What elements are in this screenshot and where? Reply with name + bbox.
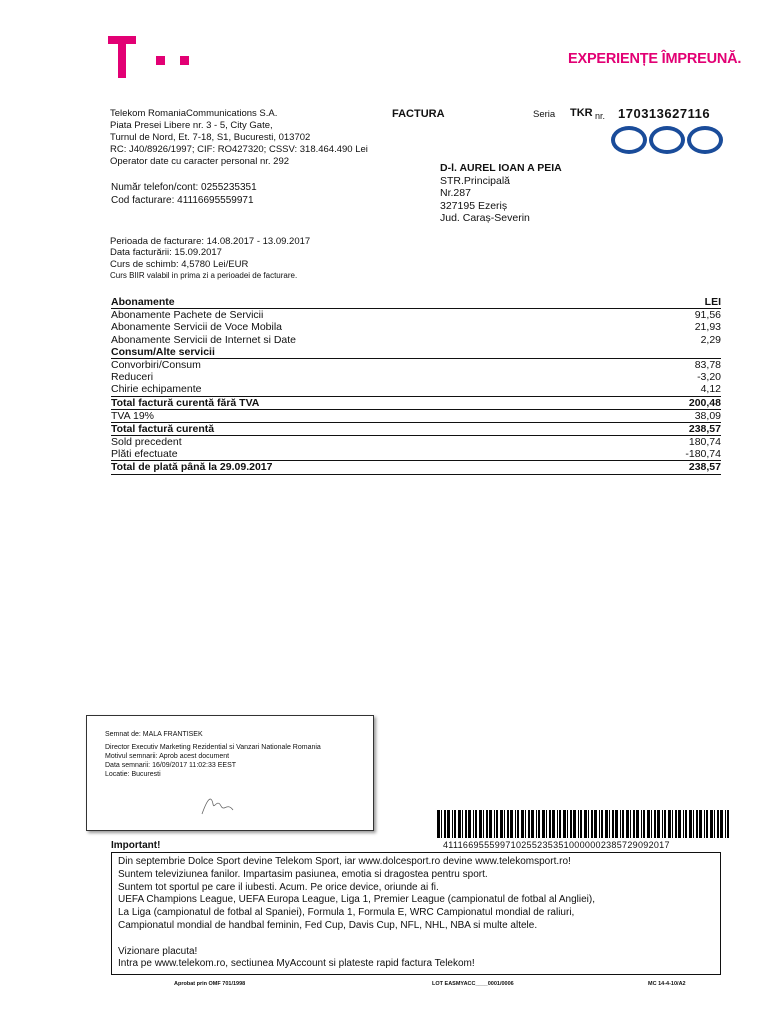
- amount-due-row: [111, 461, 721, 474]
- barcode-bar: [594, 810, 597, 838]
- barcode-bar: [612, 810, 614, 838]
- barcode-bar: [717, 810, 719, 838]
- table-row: [111, 359, 721, 371]
- barcode-bar: [559, 810, 561, 838]
- barcode-bar: [580, 810, 582, 838]
- period-line: Perioada de facturare: 14.08.2017 - 13.09.2017: [110, 236, 311, 247]
- row-label: Abonamente Pachete de Servicii: [111, 309, 264, 322]
- exchange-rate-note: Curs BIIR valabil in prima zi a perioadei de facturare.: [110, 270, 298, 280]
- digital-signature-box: [86, 715, 374, 831]
- slogan: EXPERIENȚE ÎMPREUNĂ.: [568, 51, 742, 67]
- barcode-bar: [521, 810, 524, 838]
- address-line: STR.Principală: [440, 174, 511, 187]
- barcode-bar: [609, 810, 610, 838]
- barcode-bar: [525, 810, 526, 838]
- charges-table: [111, 296, 721, 475]
- row-label: Abonamente Servicii de Voce Mobila: [111, 321, 283, 334]
- signature-line: Locatie: Bucuresti: [105, 771, 161, 778]
- barcode-bar: [458, 810, 461, 838]
- barcode-bar: [447, 810, 450, 838]
- row-value: 21,93: [694, 321, 721, 334]
- footer-approval: Aprobat prin OMF 701/1998: [174, 981, 246, 987]
- billing-code: Cod facturare: 41116695559971: [111, 194, 254, 206]
- barcode-bar: [486, 810, 488, 838]
- notice-line: UEFA Champions League, UEFA Europa League, Liga 1, Premier League (campionatul de fotbal al Angliei),: [118, 894, 595, 906]
- barcode-bar: [444, 810, 446, 838]
- barcode-bar: [657, 810, 660, 838]
- certification-icon: [687, 126, 723, 154]
- barcode-bar: [678, 810, 681, 838]
- logo-dot-2: [180, 56, 189, 65]
- barcode-bar: [573, 810, 576, 838]
- row-label: Sold precedent: [111, 436, 182, 449]
- barcode-bar: [557, 810, 558, 838]
- signature-line: Data semnarii: 16/09/2017 11:02:33 EEST: [105, 762, 237, 769]
- row-value: 200,48: [688, 396, 721, 409]
- barcode-bar: [672, 810, 673, 838]
- billing-period: [110, 236, 310, 281]
- barcode-bar: [699, 810, 702, 838]
- row-value: 83,78: [694, 358, 721, 371]
- barcode-bar: [528, 810, 530, 838]
- period-line: Data facturării: 15.09.2017: [110, 247, 222, 259]
- table-row: [111, 321, 721, 333]
- signature-line: Director Executiv Marketing Rezidential si Vanzari Nationale Romania: [105, 744, 321, 751]
- barcode-bar: [636, 810, 639, 838]
- barcode-bar: [546, 810, 547, 838]
- section-header: [111, 346, 721, 359]
- barcode-bar: [641, 810, 642, 838]
- company-line: Operator date cu caracter personal nr. 292: [110, 156, 290, 167]
- barcode-bar: [633, 810, 635, 838]
- invoice-title: FACTURA: [392, 108, 445, 120]
- barcode-bar: [496, 810, 498, 838]
- barcode-bar: [462, 810, 463, 838]
- row-label: Consum/Alte servicii: [111, 345, 215, 358]
- notice-line: Suntem televiziunea fanilor. Impartasim pasiunea, emotia si dragostea pentru sport.: [118, 868, 488, 880]
- barcode-bar: [668, 810, 671, 838]
- row-label: Total de plată până la 29.09.2017: [111, 461, 273, 474]
- barcode-bar: [454, 810, 456, 838]
- barcode-bar: [437, 810, 440, 838]
- row-label: Abonamente Servicii de Internet si Date: [111, 333, 297, 346]
- logo-dot-1: [156, 56, 165, 65]
- company-line: Piata Presei Libere nr. 3 - 5, City Gate,: [110, 120, 273, 131]
- barcode-bar: [599, 810, 600, 838]
- barcode-bar: [536, 810, 537, 838]
- barcode-bar: [475, 810, 477, 838]
- notice-line: La Liga (campionatul de fotbal al Spaniei), Formula 1, Formula E, WRC Campionatul mondial de raliuri,: [118, 907, 575, 919]
- barcode-bar: [630, 810, 631, 838]
- barcode-bar: [588, 810, 589, 838]
- barcode-bar: [620, 810, 621, 838]
- barcode-bar: [675, 810, 677, 838]
- barcode-bar: [510, 810, 513, 838]
- row-value: 91,56: [694, 309, 721, 322]
- row-label: Total factură curentă fără TVA: [111, 396, 260, 409]
- barcode-bar: [489, 810, 492, 838]
- certification-icon: [649, 126, 685, 154]
- signature-line: Semnat de: MALA FRANTISEK: [105, 731, 203, 738]
- table-row: [111, 371, 721, 383]
- barcode-bar: [542, 810, 545, 838]
- barcode-bar: [452, 810, 453, 838]
- barcode-bar: [643, 810, 645, 838]
- barcode-bar: [500, 810, 503, 838]
- row-label: Chirie echipamente: [111, 383, 202, 396]
- notice-line: Vizionare placuta!: [118, 945, 198, 957]
- barcode-bar: [563, 810, 566, 838]
- table-row: [111, 448, 721, 461]
- notice-title: Important!: [111, 840, 161, 851]
- phone-number: Număr telefon/cont: 0255235351: [111, 182, 257, 193]
- barcode: [437, 810, 733, 842]
- series-label: Seria: [533, 109, 556, 120]
- certification-icon: [611, 126, 647, 154]
- row-value: -180,74: [685, 448, 721, 461]
- barcode-bar: [696, 810, 698, 838]
- customer-name: D-l. AUREL IOAN A PEIA: [440, 162, 562, 174]
- barcode-bar: [567, 810, 568, 838]
- barcode-bar: [552, 810, 555, 838]
- barcode-bar: [706, 810, 708, 838]
- customer-address: [440, 162, 562, 225]
- barcode-bar: [664, 810, 666, 838]
- notice-line: Campionatul mondial de handbal feminin, Fed Cup, Davis Cup, NFL, NHL, NBA si multe altele.: [118, 919, 538, 931]
- barcode-bar: [494, 810, 495, 838]
- barcode-bar: [662, 810, 663, 838]
- barcode-bar: [647, 810, 650, 838]
- row-label: Plăti efectuate: [111, 448, 178, 461]
- barcode-bar: [693, 810, 694, 838]
- barcode-bar: [584, 810, 587, 838]
- table-row: [111, 334, 721, 346]
- barcode-bar: [725, 810, 726, 838]
- barcode-bar: [654, 810, 656, 838]
- barcode-bar: [578, 810, 579, 838]
- series-value: TKR: [570, 107, 593, 119]
- barcode-bar: [601, 810, 603, 838]
- barcode-bar: [615, 810, 618, 838]
- row-label: Total factură curentă: [111, 422, 215, 435]
- barcode-bar: [517, 810, 519, 838]
- barcode-bar: [591, 810, 593, 838]
- telekom-logo-t: [108, 36, 136, 80]
- barcode-bar: [531, 810, 534, 838]
- row-value: 180,74: [688, 436, 721, 449]
- barcode-bar: [651, 810, 652, 838]
- barcode-bar: [720, 810, 723, 838]
- barcode-bar: [570, 810, 572, 838]
- handwritten-signature: [197, 790, 237, 818]
- barcode-bar: [441, 810, 442, 838]
- notice-line: Suntem tot sportul pe care il iubesti. Acum. Pe orice device, oriunde ai fi.: [118, 881, 439, 893]
- subtotal-row: [111, 397, 721, 410]
- barcode-bar: [683, 810, 684, 838]
- total-row: [111, 423, 721, 436]
- row-value: 2,29: [700, 333, 721, 346]
- table-row: [111, 436, 721, 448]
- barcode-bar: [468, 810, 471, 838]
- table-header: [111, 296, 721, 309]
- row-value: 238,57: [688, 461, 721, 474]
- table-header-label: Abonamente: [111, 296, 175, 308]
- signature-line: Motivul semnarii: Aprob acest document: [105, 753, 230, 760]
- barcode-bar: [465, 810, 467, 838]
- invoice-number: 170313627116: [618, 106, 711, 121]
- barcode-bar: [507, 810, 509, 838]
- table-header-currency: LEI: [704, 296, 721, 308]
- address-line: 327195 Ezeriș: [440, 199, 508, 212]
- barcode-bar: [626, 810, 629, 838]
- barcode-bar: [515, 810, 516, 838]
- company-info: [110, 108, 390, 168]
- barcode-bar: [473, 810, 474, 838]
- account-info: [111, 182, 257, 207]
- company-line: Telekom RomaniaCommunications S.A.: [110, 108, 278, 119]
- barcode-bar: [727, 810, 729, 838]
- barcode-bar: [483, 810, 484, 838]
- company-line: Turnul de Nord, Et. 7-18, S1, Bucuresti, 013702: [110, 132, 311, 143]
- row-label: TVA 19%: [111, 409, 154, 422]
- barcode-bar: [710, 810, 713, 838]
- vat-row: [111, 410, 721, 423]
- barcode-number: 411166955599710255235351000000238572909201​7: [443, 840, 670, 850]
- period-line: Curs de schimb: 4,5780 Lei/EUR: [110, 258, 249, 270]
- barcode-bar: [504, 810, 505, 838]
- row-value: -3,20: [697, 371, 721, 384]
- notice-box: [111, 852, 721, 975]
- table-row: [111, 383, 721, 396]
- barcode-bar: [704, 810, 705, 838]
- barcode-bar: [622, 810, 624, 838]
- row-value: 38,09: [694, 409, 721, 422]
- barcode-bar: [714, 810, 715, 838]
- notice-line: Intra pe www.telekom.ro, sectiunea MyAccount si plateste rapid factura Telekom!: [118, 958, 475, 970]
- footer-lot: LOT EASMYACC____0001/0006: [432, 981, 514, 987]
- notice-line: Din septembrie Dolce Sport devine Telekom Sport, iar www.dolcesport.ro devine www.telekomsport.ro!: [118, 856, 571, 867]
- footer-code: MC 14-4-10/A2: [648, 981, 686, 987]
- barcode-bar: [549, 810, 551, 838]
- address-line: Nr.287: [440, 187, 471, 199]
- barcode-bar: [479, 810, 482, 838]
- table-row: [111, 309, 721, 321]
- company-line: RC: J40/8926/1997; CIF: RO427320; CSSV: 318.464.490 Lei: [110, 144, 368, 155]
- row-value: 238,57: [688, 422, 721, 435]
- barcode-bar: [605, 810, 608, 838]
- row-label: Reduceri: [111, 371, 154, 384]
- barcode-bar: [538, 810, 540, 838]
- barcode-bar: [685, 810, 687, 838]
- address-line: Jud. Caraș-Severin: [440, 212, 530, 224]
- number-label: nr.: [595, 111, 606, 121]
- barcode-bar: [689, 810, 692, 838]
- row-value: 4,12: [700, 383, 721, 396]
- row-label: Convorbiri/Consum: [111, 358, 201, 371]
